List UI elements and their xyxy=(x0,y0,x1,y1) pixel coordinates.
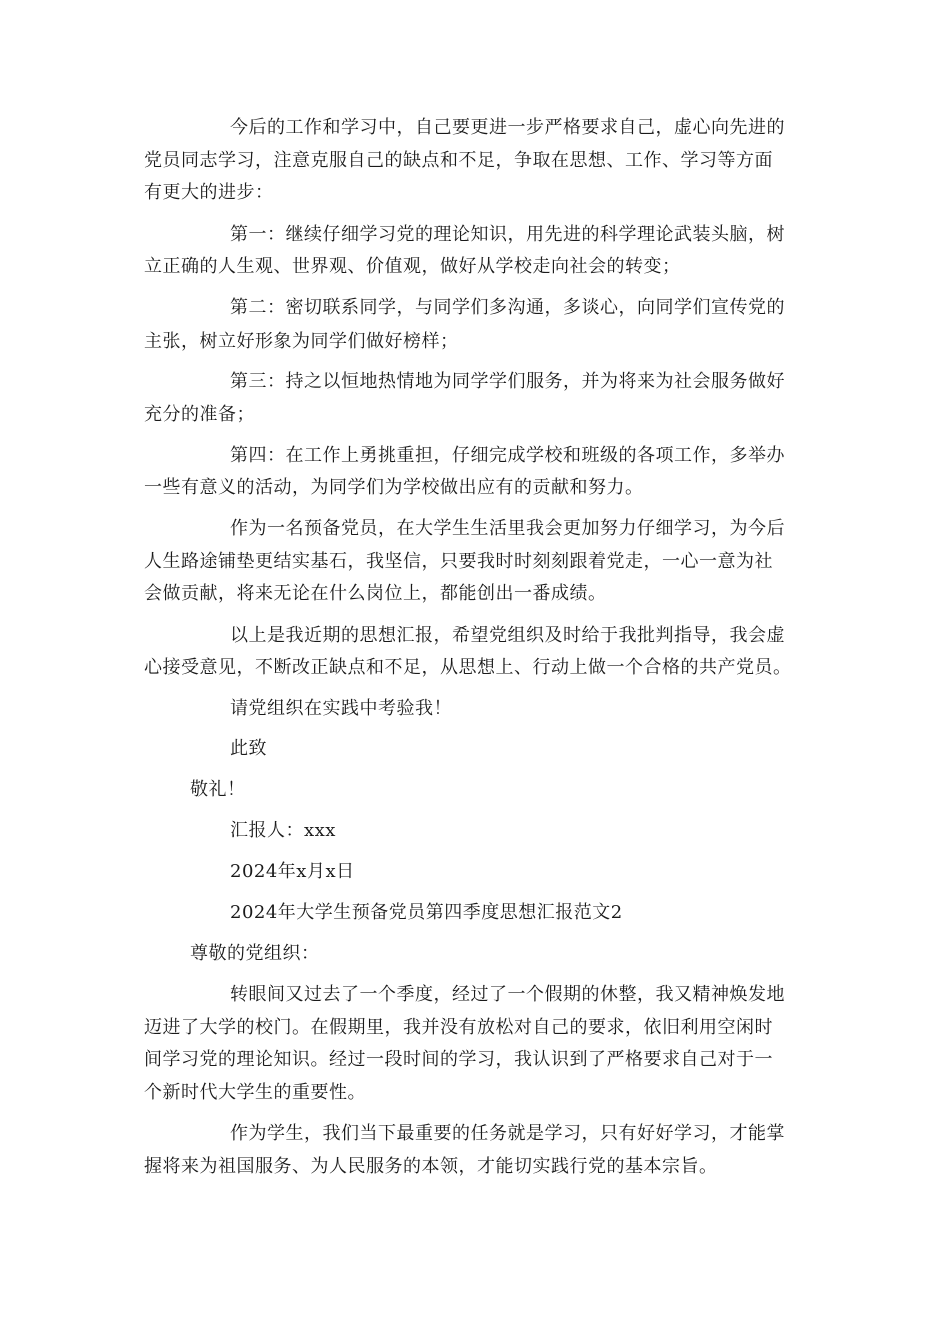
text-line: 第四：在工作上勇挑重担，仔细完成学校和班级的各项工作，多举办 xyxy=(230,445,785,466)
text-line: 今后的工作和学习中，自己要更进一步严格要求自己，虚心向先进的 xyxy=(230,117,785,138)
text-line: 第二：密切联系同学，与同学们多沟通，多谈心，向同学们宣传党的 xyxy=(230,297,785,318)
text-line: 个新时代大学生的重要性。 xyxy=(144,1082,366,1103)
text-line: 第一：继续仔细学习党的理论知识，用先进的科学理论武装头脑，树 xyxy=(230,224,785,245)
text-line: 一些有意义的活动，为同学们为学校做出应有的贡献和努力。 xyxy=(144,477,644,498)
text-line: 请党组织在实践中考验我！ xyxy=(230,698,452,719)
text-line: 此致 xyxy=(230,738,267,759)
text-line: 会做贡献，将来无论在什么岗位上，都能创出一番成绩。 xyxy=(144,583,607,604)
text-line: 作为一名预备党员，在大学生生活里我会更加努力仔细学习，为今后 xyxy=(230,518,785,539)
text-line: 以上是我近期的思想汇报，希望党组织及时给于我批判指导，我会虚 xyxy=(230,625,785,646)
text-line: 人生路途铺垫更结实基石，我坚信，只要我时时刻刻跟着党走，一心一意为社 xyxy=(144,551,773,572)
text-line: 有更大的进步： xyxy=(144,182,274,203)
text-line: 充分的准备； xyxy=(144,404,255,425)
text-line: 汇报人：xxx xyxy=(230,820,336,841)
text-line: 尊敬的党组织： xyxy=(190,943,320,964)
text-line: 敬礼！ xyxy=(190,779,246,800)
text-line: 作为学生，我们当下最重要的任务就是学习，只有好好学习，才能掌 xyxy=(230,1123,785,1144)
text-line: 转眼间又过去了一个季度，经过了一个假期的休整，我又精神焕发地 xyxy=(230,984,785,1005)
text-line: 心接受意见，不断改正缺点和不足，从思想上、行动上做一个合格的共产党员。 xyxy=(144,657,792,678)
text-line: 党员同志学习，注意克服自己的缺点和不足，争取在思想、工作、学习等方面 xyxy=(144,150,773,171)
text-line: 第三：持之以恒地热情地为同学学们服务，并为将来为社会服务做好 xyxy=(230,371,785,392)
text-line: 立正确的人生观、世界观、价值观，做好从学校走向社会的转变； xyxy=(144,256,681,277)
text-line: 2024年x月x日 xyxy=(230,861,355,882)
text-line: 间学习党的理论知识。经过一段时间的学习，我认识到了严格要求自己对于一 xyxy=(144,1049,773,1070)
text-line: 迈进了大学的校门。在假期里，我并没有放松对自己的要求，依旧利用空闲时 xyxy=(144,1017,773,1038)
text-line: 握将来为祖国服务、为人民服务的本领，才能切实践行党的基本宗旨。 xyxy=(144,1156,718,1177)
text-line: 2024年大学生预备党员第四季度思想汇报范文2 xyxy=(230,902,623,923)
text-line: 主张，树立好形象为同学们做好榜样； xyxy=(144,331,459,352)
